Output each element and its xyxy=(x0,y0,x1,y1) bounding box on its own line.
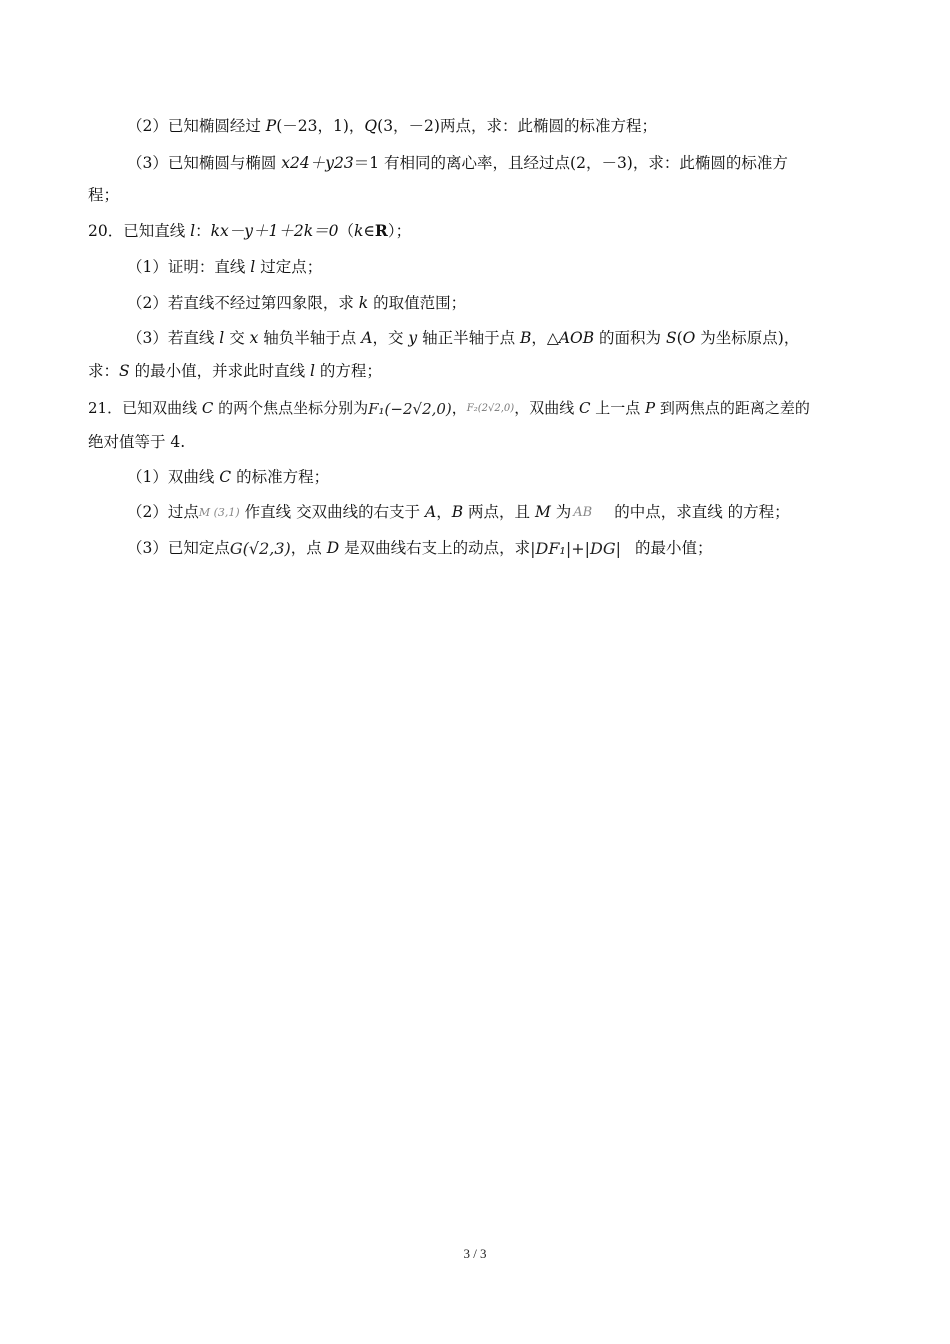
q21-part2 xyxy=(127,501,790,524)
q20-stem xyxy=(88,220,411,242)
var-k: k xyxy=(354,222,364,240)
var-C: C xyxy=(219,468,232,486)
text: 交 xyxy=(224,329,250,347)
text: 的面积为 xyxy=(594,329,666,347)
text: （1）双曲线 xyxy=(127,468,220,486)
q19-part3 xyxy=(127,152,788,174)
var-B: B xyxy=(520,329,532,347)
var-C: C xyxy=(578,399,591,417)
text: ∈ xyxy=(363,222,375,240)
var-P: P xyxy=(265,117,277,135)
text: ，双曲线 xyxy=(514,399,579,417)
q21-stem-cont xyxy=(88,431,185,453)
text: (3，－2) xyxy=(377,117,440,135)
text: 轴负半轴于点 xyxy=(258,329,362,347)
ellipse-equation: x24＋y23 xyxy=(281,154,354,172)
segment-AB-formula: AB xyxy=(573,505,593,520)
q19-part3-cont xyxy=(88,184,119,206)
text: 的标准方程； xyxy=(231,468,330,486)
text: 上一点 xyxy=(590,399,645,417)
var-l: l xyxy=(219,329,225,347)
text: （1）证明：直线 xyxy=(127,258,251,276)
text: ，△ xyxy=(531,329,559,347)
q21-stem xyxy=(88,397,810,420)
text: (－23，1)， xyxy=(276,117,365,135)
text: ）； xyxy=(387,222,412,240)
q21-part1 xyxy=(127,466,329,488)
var-C: C xyxy=(201,399,214,417)
text: ，点 xyxy=(290,539,327,557)
q20-part3-cont xyxy=(88,360,382,382)
text: ( xyxy=(676,329,683,347)
var-l: l xyxy=(190,222,196,240)
text: 的中点，求直线 的方程； xyxy=(614,503,790,521)
text: 的两个焦点坐标分别为 xyxy=(213,399,369,417)
text: 为 xyxy=(550,503,572,521)
text: 的最小值； xyxy=(635,539,713,557)
text: （2）过点 xyxy=(127,503,199,521)
focus-F2-formula: F₂(2√2,0) xyxy=(466,403,515,414)
text: 作直线 交双曲线的右支于 xyxy=(239,503,426,521)
var-l: l xyxy=(250,258,256,276)
text: 绝对值等于 4. xyxy=(88,433,186,451)
var-S: S xyxy=(665,329,677,347)
q20-part3 xyxy=(127,327,799,349)
var-A: A xyxy=(361,329,373,347)
text: 两点，求：此椭圆的标准方程； xyxy=(439,117,657,135)
var-y: y xyxy=(408,329,418,347)
text: （2）已知椭圆经过 xyxy=(127,117,266,135)
text: 两点，且 xyxy=(463,503,535,521)
var-P: P xyxy=(645,399,656,417)
point-G-formula: G(√2,3) xyxy=(229,539,291,558)
var-S: S xyxy=(119,362,130,380)
text: 求： xyxy=(88,362,120,380)
text: ＝1 有相同的离心率，且经过点(2，－3)，求：此椭圆的标准方 xyxy=(353,154,788,172)
text: 为坐标原点)， xyxy=(695,329,800,347)
q20-part1 xyxy=(127,256,322,278)
text: 程； xyxy=(88,186,120,204)
var-M: M xyxy=(534,503,551,521)
q21-part3 xyxy=(127,537,713,560)
var-Q: Q xyxy=(364,117,378,135)
var-O: O xyxy=(682,329,696,347)
point-M-formula: M (3,1) xyxy=(198,506,240,519)
q19-part2 xyxy=(127,115,657,137)
text: 的最小值，并求此时直线 xyxy=(129,362,310,380)
page-number: 3 / 3 xyxy=(463,1246,487,1261)
var-x: x xyxy=(249,329,259,347)
var-k: k xyxy=(358,294,369,312)
text: 过定点； xyxy=(255,258,323,276)
text: 21．已知双曲线 xyxy=(88,399,202,417)
triangle-AOB: AOB xyxy=(558,329,595,347)
text: （ xyxy=(338,222,355,240)
text: 20．已知直线 xyxy=(88,222,191,240)
text: （3）若直线 xyxy=(127,329,220,347)
text: 轴正半轴于点 xyxy=(417,329,520,347)
focus-F1-formula: F₁(−2√2,0) xyxy=(368,400,452,418)
line-equation: kx－y＋1＋2k＝0 xyxy=(210,222,339,240)
set-R: R xyxy=(374,221,388,240)
text: （3）已知椭圆与椭圆 xyxy=(127,154,282,172)
text: 到两焦点的距离之差的 xyxy=(655,399,810,417)
text: ，交 xyxy=(372,329,409,347)
var-D: D xyxy=(326,539,340,557)
var-l: l xyxy=(310,362,315,380)
distance-sum-formula: |DF₁|+|DG| xyxy=(530,539,622,558)
q20-part2 xyxy=(127,292,466,314)
text: ， xyxy=(436,503,452,521)
text: ， xyxy=(451,399,467,417)
text: 的方程； xyxy=(314,362,382,380)
var-A: A xyxy=(425,503,437,521)
text: （3）已知定点 xyxy=(127,539,230,557)
var-B: B xyxy=(451,503,464,521)
text: ： xyxy=(195,222,211,240)
text: 的取值范围； xyxy=(368,294,467,312)
text: （2）若直线不经过第四象限，求 xyxy=(127,294,359,312)
text: 是双曲线右支上的动点，求 xyxy=(339,539,531,557)
